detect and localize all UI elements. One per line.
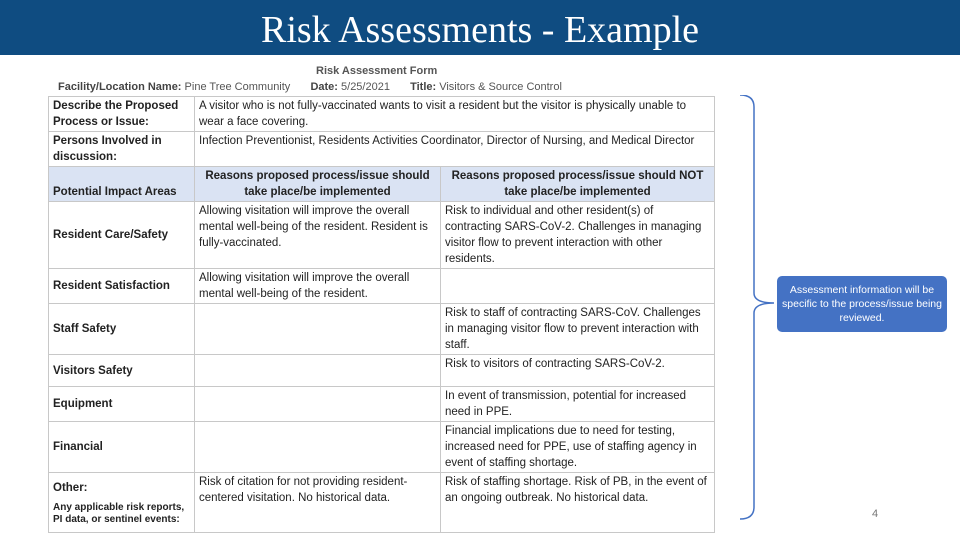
row-label: Visitors Safety <box>49 355 195 387</box>
row-label: Persons Involved in discussion: <box>49 132 195 167</box>
cell-against: Financial implications due to need for testing, increased need for PPE, use of staffing agency in event of staffing shortage. <box>441 422 715 473</box>
table-row <box>49 473 715 533</box>
cell-for <box>195 355 441 387</box>
cell-against: Risk of staffing shortage. Risk of PB, in the event of an ongoing outbreak. No historical data. <box>441 473 715 533</box>
form-title-label: Title: <box>410 81 437 93</box>
other-sublabel: Any applicable risk reports, PI data, or sentinel events: <box>53 501 185 525</box>
column-header-against: Reasons proposed process/issue should NOT take place/be implemented <box>441 167 715 202</box>
cell-against: Risk to individual and other resident(s) of contracting SARS-CoV-2. Challenges in managing visitor flow to prevent interaction with other residents. <box>441 202 715 269</box>
table-row <box>49 304 715 355</box>
cell-for <box>195 304 441 355</box>
table-row <box>49 202 715 269</box>
date-value: 5/25/2021 <box>341 81 390 93</box>
cell-for <box>195 422 441 473</box>
form-title-value: Visitors & Source Control <box>439 81 562 93</box>
cell-for: Allowing visitation will improve the overall mental well-being of the resident. <box>195 269 441 304</box>
form-meta <box>58 81 562 93</box>
column-header-for: Reasons proposed process/issue should take place/be implemented <box>195 167 441 202</box>
row-label: Resident Care/Safety <box>49 202 195 269</box>
column-header-impact: Potential Impact Areas <box>49 167 195 202</box>
table-row <box>49 422 715 473</box>
cell-for: Risk of citation for not providing resident-centered visitation. No historical data. <box>195 473 441 533</box>
row-label: Equipment <box>49 387 195 422</box>
cell-for: Allowing visitation will improve the overall mental well-being of the resident. Resident is fully-vaccinated. <box>195 202 441 269</box>
table-row <box>49 269 715 304</box>
row-label: Staff Safety <box>49 304 195 355</box>
cell-against <box>441 269 715 304</box>
row-label: Describe the Proposed Process or Issue: <box>49 97 195 132</box>
table-row <box>49 97 715 132</box>
date-label: Date: <box>310 81 338 93</box>
cell-against: In event of transmission, potential for increased need in PPE. <box>441 387 715 422</box>
cell-for <box>195 387 441 422</box>
cell-against: Risk to staff of contracting SARS-CoV. Challenges in managing visitor flow to prevent interaction with staff. <box>441 304 715 355</box>
row-value: A visitor who is not fully-vaccinated wants to visit a resident but the visitor is physically unable to wear a face covering. <box>195 97 715 132</box>
title-bar <box>0 0 960 55</box>
row-label-other <box>49 473 195 533</box>
page-number: 4 <box>872 508 879 520</box>
table-row <box>49 387 715 422</box>
row-label: Financial <box>49 422 195 473</box>
table-row <box>49 132 715 167</box>
row-label: Resident Satisfaction <box>49 269 195 304</box>
form-heading <box>46 62 714 96</box>
facility-value: Pine Tree Community <box>184 81 291 93</box>
facility-label: Facility/Location Name: <box>58 81 182 93</box>
cell-against: Risk to visitors of contracting SARS-CoV-2. <box>441 355 715 387</box>
row-value: Infection Preventionist, Residents Activities Coordinator, Director of Nursing, and Medical Director <box>195 132 715 167</box>
risk-table <box>48 96 715 533</box>
table-header-row <box>49 167 715 202</box>
slide-title: Risk Assessments - Example <box>260 9 700 51</box>
callout-box: Assessment information will be specific to the process/issue being reviewed. <box>777 276 947 332</box>
table-row <box>49 355 715 387</box>
form-title: Risk Assessment Form <box>316 65 438 77</box>
other-label: Other: <box>53 481 88 494</box>
